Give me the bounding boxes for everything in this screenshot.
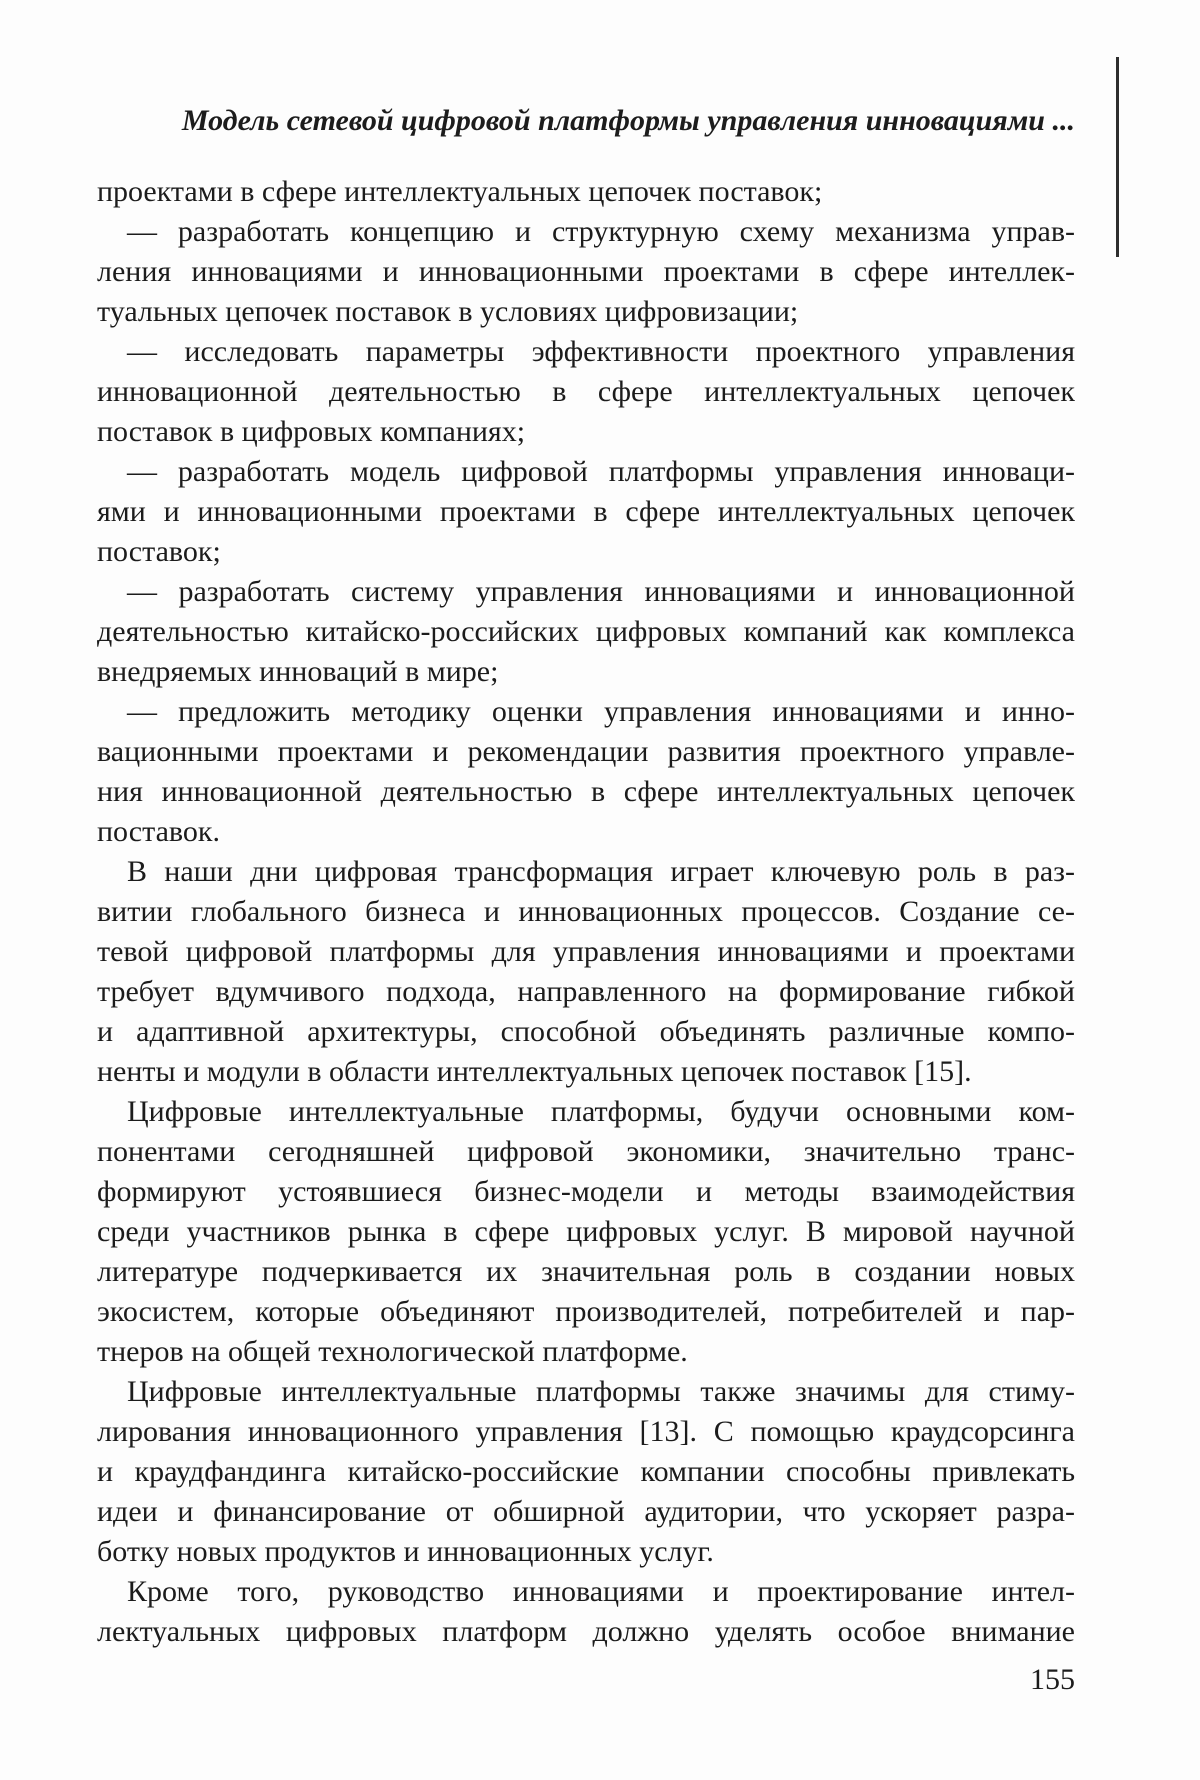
text-line: ления инновациями и инновационными проектами в сфере интеллек-	[97, 255, 1075, 288]
paragraph	[97, 692, 1075, 852]
text-line: лирования инновационного управления [13]. С помощью краудсорсинга	[97, 1415, 1075, 1448]
text-line: В наши дни цифровая трансформация играет ключевую роль в раз-	[127, 855, 1075, 888]
text-line: тевой цифровой платформы для управления инновациями и проектами	[97, 935, 1075, 968]
page-body	[97, 172, 1075, 1652]
paragraph	[97, 172, 1075, 212]
text-line: идеи и финансирование от обширной аудитории, что ускоряет разра-	[97, 1495, 1075, 1528]
paragraph	[97, 852, 1075, 1092]
text-line: лектуальных цифровых платформ должно уделять особое внимание	[97, 1615, 1075, 1648]
text-line: ями и инновационными проектами в сфере интеллектуальных цепочек	[97, 495, 1075, 528]
text-line: тнеров на общей технологической платформе.	[97, 1335, 688, 1368]
text-line: инновационной деятельностью в сфере интеллектуальных цепочек	[97, 375, 1075, 408]
text-line: ния инновационной деятельностью в сфере интеллектуальных цепочек	[97, 775, 1075, 808]
text-line: — предложить методику оценки управления инновациями и инно-	[127, 695, 1075, 728]
paragraph	[97, 572, 1075, 692]
text-line: среди участников рынка в сфере цифровых услуг. В мировой научной	[97, 1215, 1075, 1248]
text-line: и краудфандинга китайско-российские компании способны привлекать	[97, 1455, 1075, 1488]
text-line: Цифровые интеллектуальные платформы также значимы для стиму-	[127, 1375, 1075, 1408]
text-line: требует вдумчивого подхода, направленного на формирование гибкой	[97, 975, 1075, 1008]
text-line: поставок.	[97, 815, 220, 848]
text-line: проектами в сфере интеллектуальных цепочек поставок;	[97, 175, 823, 208]
paragraph	[97, 452, 1075, 572]
text-line: — разработать систему управления инновациями и инновационной	[127, 575, 1075, 608]
paragraph	[97, 1372, 1075, 1572]
text-line: — разработать модель цифровой платформы управления инноваци-	[127, 455, 1075, 488]
text-line: формируют устоявшиеся бизнес-модели и методы взаимодействия	[97, 1175, 1075, 1208]
text-line: вационными проектами и рекомендации развития проектного управле-	[97, 735, 1075, 768]
text-line: Кроме того, руководство инновациями и проектирование интел-	[127, 1575, 1075, 1608]
paragraph	[97, 332, 1075, 452]
running-head: Модель сетевой цифровой платформы управления инновациями ...	[181, 104, 1075, 137]
text-line: экосистем, которые объединяют производителей, потребителей и пар-	[97, 1295, 1075, 1328]
text-line: поставок в цифровых компаниях;	[97, 415, 526, 448]
text-line: витии глобального бизнеса и инновационных процессов. Создание се-	[97, 895, 1075, 928]
text-line: — исследовать параметры эффективности проектного управления	[127, 335, 1075, 368]
text-line: — разработать концепцию и структурную схему механизма управ-	[127, 215, 1075, 248]
page-number: 155	[1030, 1663, 1075, 1696]
text-line: понентами сегодняшней цифровой экономики, значительно транс-	[97, 1135, 1075, 1168]
text-line: и адаптивной архитектуры, способной объединять различные компо-	[97, 1015, 1075, 1048]
page-corner-rule	[1116, 57, 1119, 257]
text-line: Цифровые интеллектуальные платформы, будучи основными ком-	[127, 1095, 1075, 1128]
text-line: литературе подчеркивается их значительная роль в создании новых	[97, 1255, 1075, 1288]
paragraph	[97, 1572, 1075, 1652]
text-line: поставок;	[97, 535, 221, 568]
text-line: ненты и модули в области интеллектуальных цепочек поставок [15].	[97, 1055, 972, 1088]
paragraph	[97, 212, 1075, 332]
text-line: туальных цепочек поставок в условиях цифровизации;	[97, 295, 799, 328]
text-line: ботку новых продуктов и инновационных услуг.	[97, 1535, 714, 1568]
paragraph	[97, 1092, 1075, 1372]
text-line: деятельностью китайско-российских цифровых компаний как комплекса	[97, 615, 1075, 648]
text-line: внедряемых инноваций в мире;	[97, 655, 499, 688]
